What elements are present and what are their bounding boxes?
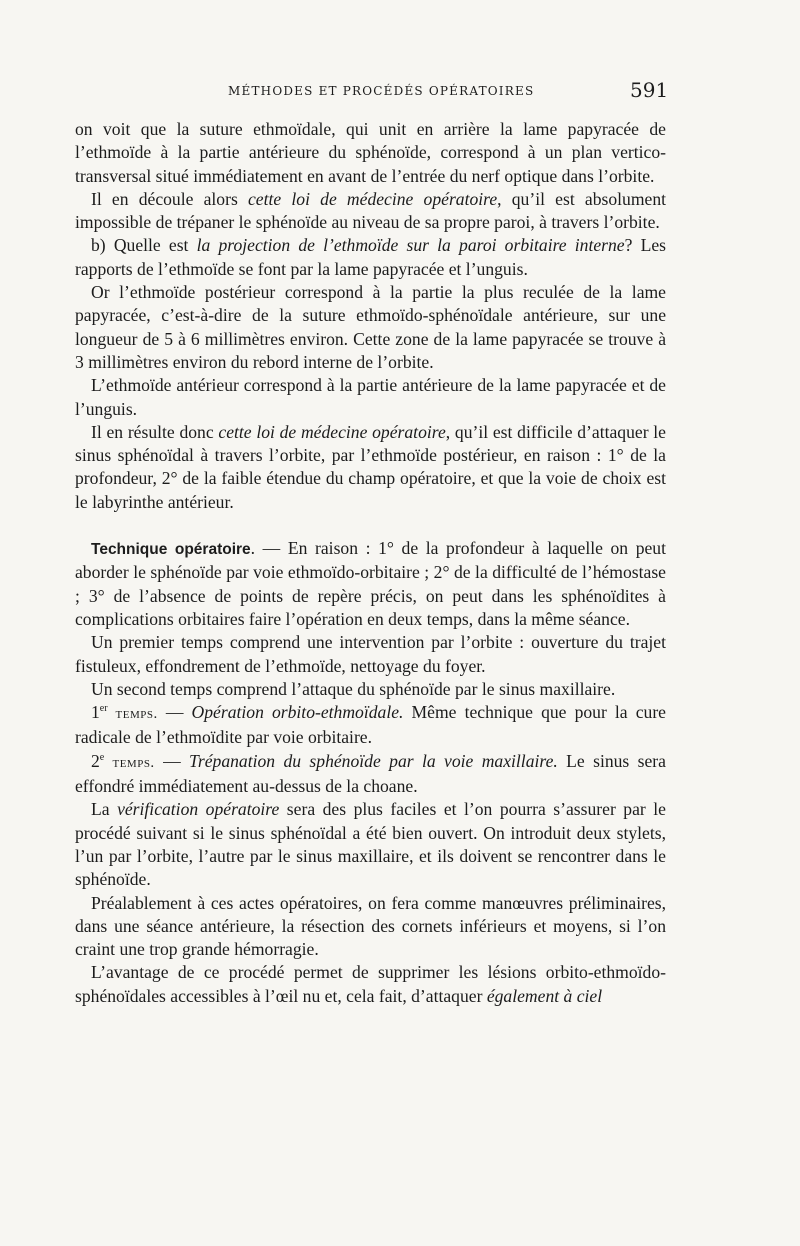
paragraph-8 [75, 631, 666, 678]
paragraph-text: Préalablement à ces actes opératoires, on fera comme manœuvres préliminaires, dans une séance antérieure, la résection des cornets inférieurs et moyens, si l’on craint une trop grande hémorragie. [75, 892, 666, 960]
paragraph-text: Un premier temps comprend une intervention par l’orbite : ouverture du trajet fistuleux, effondrement de l’ethmoïde, nettoyage du foyer. [75, 632, 666, 676]
italic-phrase: cette loi de médecine opératoire [218, 421, 446, 442]
paragraph-text: Même technique que pour la cure radicale de l’ethmoïdite par voie orbitaire. [75, 702, 666, 748]
paragraph-text: ? Les rapports de l’ethmoïde se font par la lame papyracée et l’unguis. [75, 235, 666, 279]
paragraph-text: Or l’ethmoïde postérieur correspond à la partie la plus reculée de la lame papyracée, c’est-à-dire de la suture ethmoïdo-sphénoïdale antérieure, sur une longueur de 5 à 6 millimètres environ. Cette zone de la lame papyracée se trouve à 3 millimètres environ du rebord interne de l’orbite. [75, 282, 666, 372]
step-number: 2 [91, 750, 100, 771]
section-heading: Technique opératoire [91, 541, 251, 559]
paragraph-text: L’avantage de ce procédé permet de supprimer les lésions orbito-ethmoïdo-sphénoïdales accessibles à l’œil nu et, cela fait, d’attaquer [75, 962, 666, 1006]
step-number: 1 [91, 702, 100, 723]
paragraph-first-time [75, 701, 666, 750]
paragraph-text: b) Quelle est [91, 235, 197, 256]
paragraph-text: Il en découle alors [91, 188, 248, 209]
paragraph-text: , qu’il est difficile d’attaquer le sinus sphénoïdal à travers l’orbite, par l’ethmoïde postérieur, en raison : 1° de la profondeur, 2° de la faible étendue du champ opératoire, et que la voie de choix est le labyrinthe antérieur. [75, 421, 666, 512]
paragraph-text: on voit que la suture ethmoïdale, qui unit en arrière la lame papyracée de l’ethmoïde à la partie antérieure du sphénoïde, correspond à un plan vertico-transversal situé immédiatement en avant de l’entrée du nerf optique dans l’orbite. [75, 119, 666, 186]
paragraph-6 [75, 421, 666, 514]
paragraph-text: . — En raison : 1° de la profondeur à laquelle on peut aborder le sphénoïde par voie ethmoïdo-orbitaire ; 2° de la difficulté de l’hémostase ; 3° de l’absence de points de repère précis, on peut dans les sphénoïdites à complications orbitaires faire l’opération en deux temps, dans la même séance. [75, 538, 666, 629]
paragraph-text: Il en résulte donc [91, 421, 219, 442]
body-text [75, 118, 666, 1008]
italic-phrase: cette loi de médecine opératoire [248, 188, 498, 209]
paragraph-text: La [91, 799, 118, 820]
italic-phrase: Opération orbito-ethmoïdale. [191, 702, 404, 723]
italic-phrase: également à ciel [486, 985, 603, 1006]
paragraph-2 [75, 188, 666, 235]
paragraph-1 [75, 118, 666, 188]
step-ordinal: er [99, 703, 108, 715]
italic-phrase: la projection de l’ethmoïde sur la paroi orbitaire interne [196, 235, 625, 256]
paragraph-text: sera des plus faciles et l’on pourra s’assurer par le procédé suivant si le sinus sphénoïdal a été bien ouvert. On introduit deux stylets, l’un par l’orbite, l’autre par le sinus maxillaire, et ils doivent se rencontrer dans le sphénoïde. [75, 799, 666, 890]
paragraph-text: L’ethmoïde antérieur correspond à la partie antérieure de la lame papyracée et de l’unguis. [75, 375, 666, 419]
paragraph-text: , qu’il est absolument impossible de trépaner le sphénoïde au niveau de sa propre paroi, à travers l’orbite. [75, 188, 667, 233]
running-head-title: MÉTHODES ET PROCÉDÉS OPÉRATOIRES [228, 84, 535, 98]
step-label: temps. [104, 754, 155, 771]
running-head [0, 78, 800, 108]
step-ordinal: e [99, 751, 105, 763]
paragraph-12 [75, 798, 666, 891]
paragraph-second-time [75, 750, 666, 799]
step-label: temps. [107, 706, 158, 723]
paragraph-technique [75, 537, 666, 631]
paragraph-text: Un second temps comprend l’attaque du sphénoïde par le sinus maxillaire. [91, 678, 616, 699]
paragraph-13 [75, 892, 666, 962]
paragraph-3 [75, 234, 666, 281]
paragraph-14 [75, 961, 666, 1008]
italic-phrase: vérification opératoire [117, 799, 280, 820]
page-number: 591 [630, 78, 669, 102]
dash: — [154, 750, 190, 771]
paragraph-text: Le sinus sera effondré immédiatement au-dessus de la choane. [75, 750, 666, 797]
italic-phrase: Trépanation du sphénoïde par la voie maxillaire. [189, 750, 558, 771]
paragraph-9 [75, 678, 666, 701]
dash: — [157, 702, 192, 723]
paragraph-5 [75, 374, 666, 421]
paragraph-4 [75, 281, 666, 374]
